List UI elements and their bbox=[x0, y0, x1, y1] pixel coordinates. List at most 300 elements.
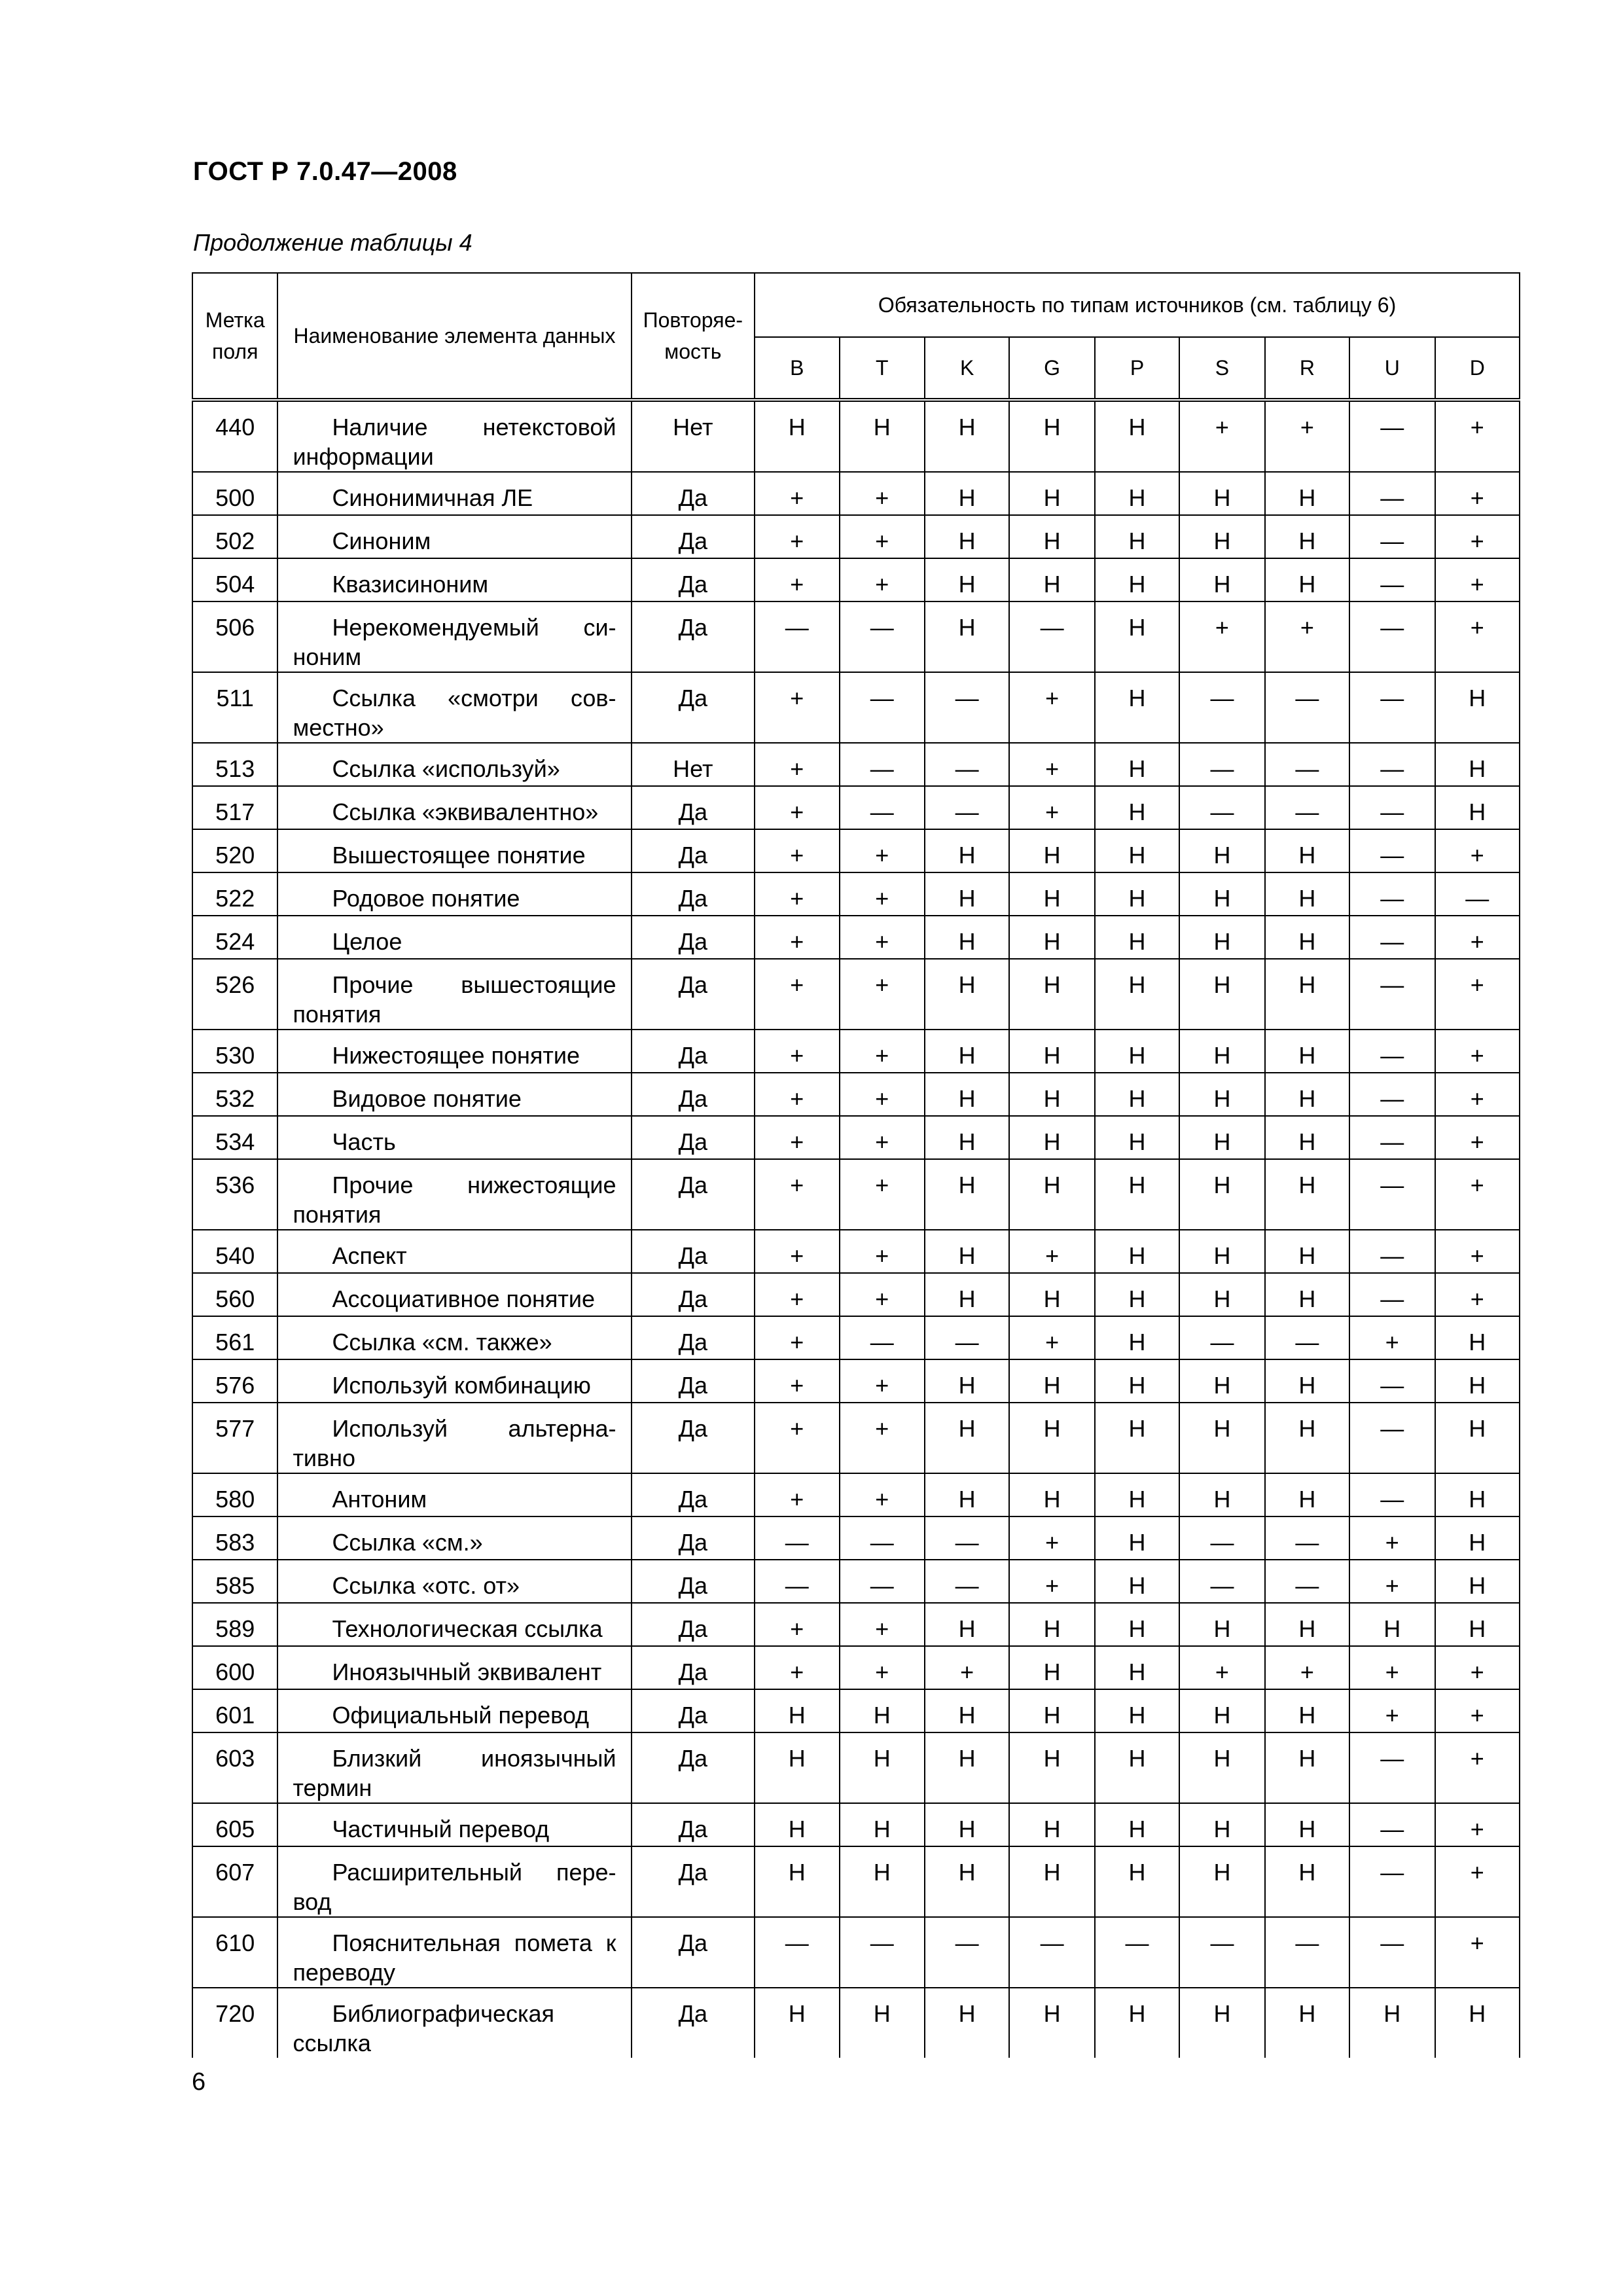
cell-obligation-d: Н bbox=[1435, 1316, 1520, 1359]
cell-obligation-u: — bbox=[1349, 1403, 1435, 1473]
cell-repeatability: Да bbox=[632, 1560, 755, 1603]
cell-obligation-t: + bbox=[840, 1646, 925, 1689]
cell-field-label: 440 bbox=[192, 400, 277, 472]
cell-obligation-t: + bbox=[840, 1403, 925, 1473]
cell-obligation-p: Н bbox=[1095, 601, 1179, 672]
cell-obligation-t: — bbox=[840, 1316, 925, 1359]
cell-obligation-d: Н bbox=[1435, 1603, 1520, 1646]
cell-obligation-g: Н bbox=[1009, 515, 1094, 558]
cell-obligation-p: Н bbox=[1095, 400, 1179, 472]
cell-obligation-r: — bbox=[1265, 786, 1349, 829]
cell-obligation-t: + bbox=[840, 1473, 925, 1516]
cell-repeatability: Да bbox=[632, 1646, 755, 1689]
element-name-text: Ссылка «смотри сов-местно» bbox=[293, 685, 616, 741]
table-row bbox=[192, 1230, 1520, 1273]
cell-obligation-d: Н bbox=[1435, 1359, 1520, 1403]
cell-obligation-u: — bbox=[1349, 959, 1435, 1030]
cell-element-name bbox=[277, 558, 631, 601]
cell-obligation-k: Н bbox=[925, 1230, 1009, 1273]
cell-obligation-g: + bbox=[1009, 1230, 1094, 1273]
cell-repeatability: Да bbox=[632, 1359, 755, 1403]
cell-obligation-k: Н bbox=[925, 916, 1009, 959]
cell-element-name bbox=[277, 1116, 631, 1159]
cell-obligation-b: + bbox=[755, 829, 839, 872]
cell-field-label: 502 bbox=[192, 515, 277, 558]
cell-obligation-g: Н bbox=[1009, 558, 1094, 601]
cell-obligation-s: Н bbox=[1179, 1159, 1264, 1230]
cell-field-label: 522 bbox=[192, 872, 277, 916]
cell-obligation-g: Н bbox=[1009, 1603, 1094, 1646]
cell-obligation-t: + bbox=[840, 515, 925, 558]
cell-field-label: 500 bbox=[192, 472, 277, 515]
cell-obligation-r: — bbox=[1265, 672, 1349, 743]
cell-repeatability: Да bbox=[632, 515, 755, 558]
cell-obligation-r: Н bbox=[1265, 1846, 1349, 1917]
cell-element-name bbox=[277, 1732, 631, 1803]
cell-obligation-t: — bbox=[840, 601, 925, 672]
table-row bbox=[192, 1116, 1520, 1159]
cell-field-label: 526 bbox=[192, 959, 277, 1030]
cell-repeatability: Да bbox=[632, 1230, 755, 1273]
cell-repeatability: Да bbox=[632, 1403, 755, 1473]
cell-element-name bbox=[277, 1359, 631, 1403]
cell-obligation-g: Н bbox=[1009, 1273, 1094, 1316]
cell-obligation-p: Н bbox=[1095, 829, 1179, 872]
cell-field-label: 589 bbox=[192, 1603, 277, 1646]
cell-obligation-k: — bbox=[925, 1917, 1009, 1988]
cell-obligation-d: + bbox=[1435, 1689, 1520, 1732]
table-row bbox=[192, 1560, 1520, 1603]
cell-obligation-d: + bbox=[1435, 558, 1520, 601]
cell-field-label: 610 bbox=[192, 1917, 277, 1988]
cell-repeatability: Да bbox=[632, 916, 755, 959]
cell-obligation-d: + bbox=[1435, 400, 1520, 472]
cell-obligation-r: Н bbox=[1265, 1030, 1349, 1073]
table-body bbox=[192, 400, 1520, 2058]
cell-obligation-s: Н bbox=[1179, 1030, 1264, 1073]
element-name-text: Нерекомендуемый си-ноним bbox=[293, 614, 616, 670]
cell-field-label: 603 bbox=[192, 1732, 277, 1803]
cell-obligation-p: Н bbox=[1095, 872, 1179, 916]
cell-obligation-r: Н bbox=[1265, 1603, 1349, 1646]
element-name-text: Прочие вышестоящие понятия bbox=[293, 971, 616, 1028]
table-header bbox=[192, 273, 1520, 400]
cell-obligation-r: — bbox=[1265, 1316, 1349, 1359]
header-type-g: G bbox=[1009, 337, 1094, 400]
cell-obligation-k: Н bbox=[925, 515, 1009, 558]
element-name-text: Частичный перевод bbox=[332, 1816, 550, 1842]
cell-obligation-t: + bbox=[840, 872, 925, 916]
cell-repeatability: Да bbox=[632, 1073, 755, 1116]
cell-element-name bbox=[277, 1073, 631, 1116]
cell-obligation-u: — bbox=[1349, 400, 1435, 472]
header-repeatability: Повторяе-мость bbox=[632, 273, 755, 400]
element-name-text: Используй альтерна-тивно bbox=[293, 1415, 616, 1471]
cell-obligation-p: Н bbox=[1095, 786, 1179, 829]
cell-field-label: 583 bbox=[192, 1516, 277, 1560]
cell-obligation-s: Н bbox=[1179, 1403, 1264, 1473]
cell-obligation-g: Н bbox=[1009, 1403, 1094, 1473]
cell-obligation-k: Н bbox=[925, 1803, 1009, 1846]
cell-obligation-s: — bbox=[1179, 672, 1264, 743]
cell-obligation-p: Н bbox=[1095, 959, 1179, 1030]
cell-obligation-d: + bbox=[1435, 1732, 1520, 1803]
cell-obligation-d: + bbox=[1435, 1230, 1520, 1273]
cell-obligation-g: Н bbox=[1009, 1073, 1094, 1116]
cell-obligation-r: Н bbox=[1265, 1159, 1349, 1230]
cell-obligation-k: Н bbox=[925, 400, 1009, 472]
cell-element-name bbox=[277, 1273, 631, 1316]
cell-obligation-p: Н bbox=[1095, 743, 1179, 786]
cell-obligation-b: + bbox=[755, 1359, 839, 1403]
cell-obligation-s: Н bbox=[1179, 1803, 1264, 1846]
cell-obligation-r: — bbox=[1265, 1917, 1349, 1988]
cell-obligation-k: Н bbox=[925, 472, 1009, 515]
cell-obligation-b: Н bbox=[755, 1846, 839, 1917]
cell-field-label: 532 bbox=[192, 1073, 277, 1116]
cell-obligation-g: Н bbox=[1009, 1803, 1094, 1846]
cell-repeatability: Да bbox=[632, 1516, 755, 1560]
cell-obligation-p: Н bbox=[1095, 1359, 1179, 1403]
cell-obligation-u: — bbox=[1349, 1230, 1435, 1273]
cell-obligation-k: Н bbox=[925, 1846, 1009, 1917]
cell-obligation-k: Н bbox=[925, 1116, 1009, 1159]
cell-obligation-p: Н bbox=[1095, 1803, 1179, 1846]
table-row bbox=[192, 1159, 1520, 1230]
cell-element-name bbox=[277, 1803, 631, 1846]
cell-obligation-s: Н bbox=[1179, 872, 1264, 916]
cell-obligation-k: + bbox=[925, 1646, 1009, 1689]
cell-obligation-d: + bbox=[1435, 1116, 1520, 1159]
cell-repeatability: Нет bbox=[632, 400, 755, 472]
element-name-text: Нижестоящее понятие bbox=[332, 1042, 580, 1069]
cell-obligation-g: Н bbox=[1009, 829, 1094, 872]
header-type-u: U bbox=[1349, 337, 1435, 400]
cell-element-name bbox=[277, 515, 631, 558]
cell-obligation-b: Н bbox=[755, 1988, 839, 2058]
cell-obligation-r: Н bbox=[1265, 916, 1349, 959]
cell-obligation-t: — bbox=[840, 786, 925, 829]
cell-obligation-g: + bbox=[1009, 672, 1094, 743]
table-row bbox=[192, 1316, 1520, 1359]
cell-obligation-t: + bbox=[840, 1159, 925, 1230]
table-row bbox=[192, 400, 1520, 472]
cell-obligation-r: Н bbox=[1265, 872, 1349, 916]
cell-repeatability: Да bbox=[632, 829, 755, 872]
cell-obligation-b: + bbox=[755, 1473, 839, 1516]
cell-obligation-b: + bbox=[755, 1159, 839, 1230]
cell-obligation-t: + bbox=[840, 1230, 925, 1273]
cell-obligation-s: Н bbox=[1179, 1988, 1264, 2058]
cell-obligation-b: + bbox=[755, 672, 839, 743]
cell-obligation-u: + bbox=[1349, 1646, 1435, 1689]
cell-element-name bbox=[277, 1516, 631, 1560]
cell-repeatability: Да bbox=[632, 601, 755, 672]
cell-repeatability: Да bbox=[632, 1988, 755, 2058]
cell-obligation-k: — bbox=[925, 1560, 1009, 1603]
cell-obligation-g: + bbox=[1009, 1516, 1094, 1560]
cell-obligation-u: + bbox=[1349, 1560, 1435, 1603]
cell-obligation-p: Н bbox=[1095, 1689, 1179, 1732]
cell-element-name bbox=[277, 400, 631, 472]
cell-field-label: 540 bbox=[192, 1230, 277, 1273]
cell-obligation-d: + bbox=[1435, 829, 1520, 872]
cell-repeatability: Да bbox=[632, 959, 755, 1030]
cell-obligation-r: Н bbox=[1265, 829, 1349, 872]
cell-field-label: 605 bbox=[192, 1803, 277, 1846]
cell-field-label: 530 bbox=[192, 1030, 277, 1073]
cell-obligation-u: — bbox=[1349, 1732, 1435, 1803]
element-name-text: Наличие нетекстовой информации bbox=[293, 414, 616, 470]
cell-obligation-k: Н bbox=[925, 1988, 1009, 2058]
cell-obligation-d: + bbox=[1435, 916, 1520, 959]
table-container bbox=[192, 272, 1520, 2058]
cell-repeatability: Да bbox=[632, 1732, 755, 1803]
cell-obligation-d: + bbox=[1435, 1273, 1520, 1316]
cell-obligation-d: Н bbox=[1435, 672, 1520, 743]
table-row bbox=[192, 1646, 1520, 1689]
cell-obligation-r: Н bbox=[1265, 515, 1349, 558]
cell-obligation-s: Н bbox=[1179, 1230, 1264, 1273]
cell-obligation-u: — bbox=[1349, 472, 1435, 515]
cell-obligation-u: — bbox=[1349, 1846, 1435, 1917]
cell-obligation-b: + bbox=[755, 558, 839, 601]
table-row bbox=[192, 1603, 1520, 1646]
cell-obligation-r: Н bbox=[1265, 1732, 1349, 1803]
element-name-text: Прочие нижестоящие понятия bbox=[293, 1172, 616, 1228]
header-field-label: Метка поля bbox=[192, 273, 277, 400]
cell-obligation-r: Н bbox=[1265, 1073, 1349, 1116]
cell-element-name bbox=[277, 959, 631, 1030]
cell-obligation-r: Н bbox=[1265, 1359, 1349, 1403]
cell-obligation-g: Н bbox=[1009, 1646, 1094, 1689]
cell-obligation-s: Н bbox=[1179, 1689, 1264, 1732]
cell-repeatability: Да bbox=[632, 472, 755, 515]
cell-obligation-p: Н bbox=[1095, 1473, 1179, 1516]
cell-field-label: 607 bbox=[192, 1846, 277, 1917]
cell-element-name bbox=[277, 601, 631, 672]
cell-obligation-k: Н bbox=[925, 1030, 1009, 1073]
cell-obligation-k: Н bbox=[925, 601, 1009, 672]
element-name-text: Ассоциативное понятие bbox=[332, 1285, 595, 1312]
cell-element-name bbox=[277, 916, 631, 959]
cell-field-label: 601 bbox=[192, 1689, 277, 1732]
cell-element-name bbox=[277, 1689, 631, 1732]
element-name-text: Синонимичная ЛЕ bbox=[332, 484, 533, 511]
cell-obligation-r: Н bbox=[1265, 1689, 1349, 1732]
cell-obligation-t: — bbox=[840, 672, 925, 743]
cell-obligation-r: — bbox=[1265, 743, 1349, 786]
cell-obligation-u: + bbox=[1349, 1316, 1435, 1359]
table-caption: Продолжение таблицы 4 bbox=[193, 229, 473, 256]
header-type-p: P bbox=[1095, 337, 1179, 400]
cell-obligation-u: — bbox=[1349, 1116, 1435, 1159]
cell-obligation-r: Н bbox=[1265, 1273, 1349, 1316]
cell-obligation-t: + bbox=[840, 558, 925, 601]
cell-obligation-d: + bbox=[1435, 1846, 1520, 1917]
cell-repeatability: Да bbox=[632, 672, 755, 743]
cell-obligation-d: + bbox=[1435, 472, 1520, 515]
cell-element-name bbox=[277, 672, 631, 743]
cell-obligation-u: — bbox=[1349, 743, 1435, 786]
element-name-text: Видовое понятие bbox=[332, 1085, 522, 1112]
table-row bbox=[192, 786, 1520, 829]
cell-obligation-u: — bbox=[1349, 829, 1435, 872]
cell-field-label: 576 bbox=[192, 1359, 277, 1403]
table-row bbox=[192, 1073, 1520, 1116]
cell-obligation-p: Н bbox=[1095, 1516, 1179, 1560]
cell-obligation-d: + bbox=[1435, 1917, 1520, 1988]
cell-obligation-s: Н bbox=[1179, 472, 1264, 515]
cell-obligation-s: Н bbox=[1179, 829, 1264, 872]
cell-obligation-r: — bbox=[1265, 1516, 1349, 1560]
cell-obligation-g: — bbox=[1009, 1917, 1094, 1988]
cell-obligation-s: Н bbox=[1179, 1603, 1264, 1646]
cell-obligation-g: Н bbox=[1009, 872, 1094, 916]
cell-obligation-b: Н bbox=[755, 1732, 839, 1803]
cell-obligation-p: Н bbox=[1095, 672, 1179, 743]
cell-obligation-d: + bbox=[1435, 1073, 1520, 1116]
cell-obligation-s: Н bbox=[1179, 1073, 1264, 1116]
cell-obligation-k: Н bbox=[925, 829, 1009, 872]
cell-obligation-u: — bbox=[1349, 1359, 1435, 1403]
cell-obligation-t: Н bbox=[840, 1803, 925, 1846]
page-number: 6 bbox=[192, 2068, 206, 2096]
cell-repeatability: Да bbox=[632, 1030, 755, 1073]
cell-obligation-k: Н bbox=[925, 1732, 1009, 1803]
cell-field-label: 561 bbox=[192, 1316, 277, 1359]
cell-obligation-r: Н bbox=[1265, 1116, 1349, 1159]
element-name-text: Ссылка «эквивалентно» bbox=[332, 798, 599, 825]
cell-obligation-r: Н bbox=[1265, 1230, 1349, 1273]
cell-obligation-u: Н bbox=[1349, 1603, 1435, 1646]
cell-element-name bbox=[277, 1646, 631, 1689]
cell-repeatability: Да bbox=[632, 1603, 755, 1646]
cell-obligation-t: + bbox=[840, 1603, 925, 1646]
cell-obligation-d: Н bbox=[1435, 743, 1520, 786]
cell-obligation-s: + bbox=[1179, 400, 1264, 472]
cell-obligation-t: Н bbox=[840, 1846, 925, 1917]
cell-element-name bbox=[277, 786, 631, 829]
cell-obligation-d: Н bbox=[1435, 1516, 1520, 1560]
cell-obligation-p: Н bbox=[1095, 1116, 1179, 1159]
element-name-text: Антоним bbox=[332, 1486, 427, 1513]
cell-obligation-t: — bbox=[840, 743, 925, 786]
cell-obligation-d: + bbox=[1435, 601, 1520, 672]
table-row bbox=[192, 916, 1520, 959]
cell-field-label: 534 bbox=[192, 1116, 277, 1159]
cell-obligation-s: Н bbox=[1179, 959, 1264, 1030]
cell-obligation-r: + bbox=[1265, 1646, 1349, 1689]
element-name-text: Целое bbox=[332, 928, 402, 955]
cell-element-name bbox=[277, 1030, 631, 1073]
table-row bbox=[192, 1473, 1520, 1516]
cell-repeatability: Да bbox=[632, 786, 755, 829]
cell-obligation-p: Н bbox=[1095, 1603, 1179, 1646]
cell-field-label: 585 bbox=[192, 1560, 277, 1603]
cell-obligation-b: + bbox=[755, 1230, 839, 1273]
cell-obligation-g: Н bbox=[1009, 472, 1094, 515]
table-row bbox=[192, 1732, 1520, 1803]
cell-obligation-b: + bbox=[755, 515, 839, 558]
cell-obligation-g: Н bbox=[1009, 1159, 1094, 1230]
cell-obligation-p: Н bbox=[1095, 1846, 1179, 1917]
cell-element-name bbox=[277, 1316, 631, 1359]
cell-repeatability: Да bbox=[632, 1846, 755, 1917]
cell-obligation-p: Н bbox=[1095, 1316, 1179, 1359]
cell-repeatability: Да bbox=[632, 1803, 755, 1846]
cell-element-name bbox=[277, 1560, 631, 1603]
cell-obligation-g: Н bbox=[1009, 1359, 1094, 1403]
cell-obligation-u: — bbox=[1349, 1803, 1435, 1846]
cell-obligation-k: Н bbox=[925, 1403, 1009, 1473]
cell-obligation-t: Н bbox=[840, 1732, 925, 1803]
cell-obligation-p: Н bbox=[1095, 1560, 1179, 1603]
cell-field-label: 560 bbox=[192, 1273, 277, 1316]
cell-obligation-g: Н bbox=[1009, 1030, 1094, 1073]
cell-obligation-r: Н bbox=[1265, 558, 1349, 601]
cell-element-name bbox=[277, 1230, 631, 1273]
cell-obligation-d: + bbox=[1435, 1159, 1520, 1230]
cell-obligation-r: + bbox=[1265, 400, 1349, 472]
element-name-text: Расширительный пере-вод bbox=[293, 1859, 616, 1915]
cell-obligation-s: Н bbox=[1179, 1473, 1264, 1516]
cell-obligation-g: Н bbox=[1009, 1116, 1094, 1159]
header-type-s: S bbox=[1179, 337, 1264, 400]
cell-obligation-r: Н bbox=[1265, 1403, 1349, 1473]
cell-obligation-k: — bbox=[925, 672, 1009, 743]
cell-obligation-r: Н bbox=[1265, 1473, 1349, 1516]
cell-obligation-b: + bbox=[755, 743, 839, 786]
cell-element-name bbox=[277, 1917, 631, 1988]
cell-obligation-r: Н bbox=[1265, 1803, 1349, 1846]
cell-obligation-d: Н bbox=[1435, 1473, 1520, 1516]
cell-obligation-r: Н bbox=[1265, 1988, 1349, 2058]
cell-obligation-b: + bbox=[755, 1646, 839, 1689]
cell-obligation-p: Н bbox=[1095, 916, 1179, 959]
cell-repeatability: Да bbox=[632, 1473, 755, 1516]
cell-obligation-b: + bbox=[755, 872, 839, 916]
cell-obligation-k: Н bbox=[925, 1603, 1009, 1646]
cell-obligation-g: Н bbox=[1009, 1846, 1094, 1917]
element-name-text: Синоним bbox=[332, 528, 431, 554]
cell-obligation-s: Н bbox=[1179, 1273, 1264, 1316]
cell-element-name bbox=[277, 1159, 631, 1230]
table-row bbox=[192, 829, 1520, 872]
cell-obligation-k: Н bbox=[925, 1689, 1009, 1732]
cell-element-name bbox=[277, 829, 631, 872]
cell-obligation-b: + bbox=[755, 1273, 839, 1316]
cell-element-name bbox=[277, 872, 631, 916]
cell-obligation-s: — bbox=[1179, 786, 1264, 829]
cell-obligation-k: — bbox=[925, 1516, 1009, 1560]
table-row bbox=[192, 558, 1520, 601]
cell-obligation-k: — bbox=[925, 743, 1009, 786]
cell-obligation-p: Н bbox=[1095, 472, 1179, 515]
cell-obligation-u: — bbox=[1349, 1030, 1435, 1073]
cell-obligation-s: Н bbox=[1179, 1359, 1264, 1403]
cell-obligation-s: — bbox=[1179, 1917, 1264, 1988]
cell-obligation-b: + bbox=[755, 959, 839, 1030]
cell-obligation-t: + bbox=[840, 829, 925, 872]
table-row bbox=[192, 872, 1520, 916]
cell-obligation-d: + bbox=[1435, 959, 1520, 1030]
cell-obligation-u: — bbox=[1349, 786, 1435, 829]
cell-obligation-p: Н bbox=[1095, 515, 1179, 558]
element-name-text: Ссылка «см. также» bbox=[332, 1329, 552, 1355]
cell-obligation-s: Н bbox=[1179, 1846, 1264, 1917]
cell-obligation-t: + bbox=[840, 1116, 925, 1159]
